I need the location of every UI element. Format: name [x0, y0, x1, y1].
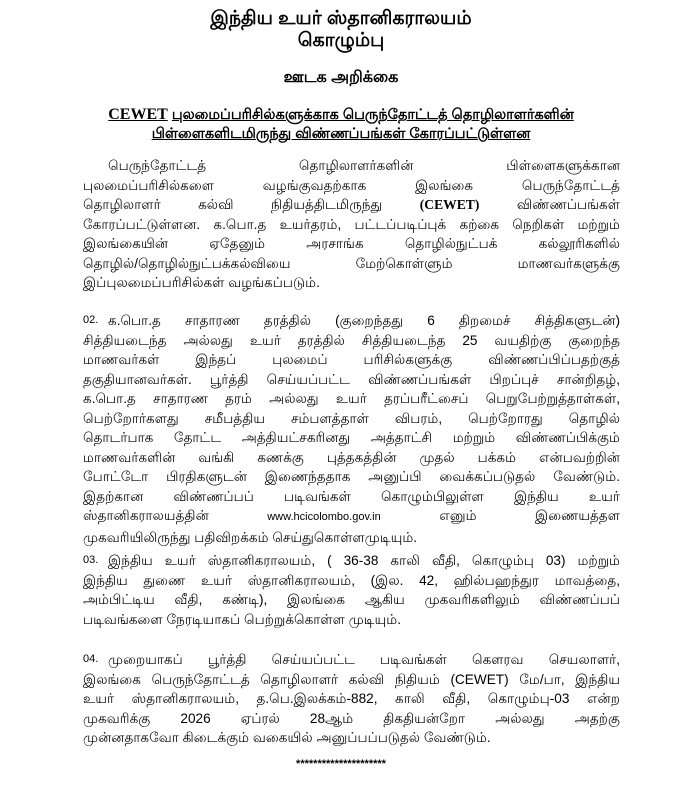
paragraph-line: தொடர்பாக தோட்ட அத்தியட்சகரினது அத்தாட்சி மற்றும் விண்ணப்பிக்கும் [83, 430, 620, 445]
paragraph-line: பெற்றோர்களது சமீபத்திய சம்பளத்தாள் விபரம், பெற்றோரது தொழில் [83, 410, 620, 426]
paragraph-line: உயர் ஸ்தானிகராலயம், த.பெ.இலக்கம்-882, காலி வீதி, கொழும்பு-03 என்ற [83, 691, 620, 706]
paragraph-line: இந்திய துணை உயர் ஸ்தானிகராலயம், (இல. 42, ஹில்பஹந்துர மாவத்தை, [83, 572, 620, 588]
paragraph-1 [83, 156, 620, 293]
subject-heading [60, 105, 622, 144]
line-text: ஸ்தானிகராலயத்தின் [83, 508, 209, 523]
paragraph-line: சித்தியடைந்த அல்லது உயர் தரத்தில் சித்தியடைந்த 25 வயதிற்கு குறைந்த [83, 332, 620, 348]
subject-prefix: CEWET [108, 106, 168, 123]
paragraph-line: கோரப்பட்டுள்ளன. க.பொ.த உயர்தரம், பட்டப்படிப்புக் கற்கை நெறிகள் மற்றும் [83, 216, 620, 232]
paragraph-line: இலங்கையின் ஏதேனும் அரசாங்க தொழில்நுட்பக் கல்லூரிகளில் [83, 236, 620, 251]
paragraph-line: மாணவர்களின் வங்கி கணக்கு புத்தகத்தின் முதல் பக்கம் என்பவற்றின் [83, 449, 620, 465]
paragraph-line: போட்டோ பிரதிகளுடன் இணைந்ததாக அனுப்பி வைக்கப்படுதல் வேண்டும். [83, 469, 620, 484]
paragraph-line: மாணவர்கள் இந்தப் புலமைப் பரிசில்களுக்கு விண்ணப்பிப்பதற்குத் [83, 352, 620, 367]
paragraph-line: முகவரியிலிருந்து பதிவிறக்கம் செய்துகொள்ளமுடியும். [83, 529, 418, 545]
paragraph-line: தொழில்/தொழில்நுட்பக்கல்வியை மேற்கொள்ளும் மாணவர்களுக்கு [83, 255, 620, 271]
paragraph-line: படிவங்களை நேரடியாகப் பெற்றுக்கொள்ள முடியும். [83, 611, 401, 627]
website-link[interactable]: www.hcicolombo.gov.in [267, 511, 381, 523]
paragraph-line: இப்புலமைப்பரிசில்கள் வழங்கப்படும். [83, 275, 320, 290]
end-separator: ********************* [296, 758, 386, 770]
paragraph-number: 04. [83, 653, 99, 665]
paragraph-line: பெருந்தோட்டத் தொழிலாளர்களின் பிள்ளைகளுக்கான [108, 158, 620, 173]
paragraph-line: இந்திய உயர் ஸ்தானிகராலயம், ( 36-38 காலி வீதி, கொழும்பு 03) மற்றும் [108, 553, 620, 568]
paragraph-line: இலங்கை பெருந்தோட்டத் தொழிலாளர் கல்வி நிதியம் (CEWET) மே/பா, இந்திய [83, 671, 620, 687]
line-text: எனும் இணையத்தள [439, 508, 621, 523]
subject-line-2: பிள்ளைகளிடமிருந்து விண்ணப்பங்கள் கோரப்பட்டுள்ளன [151, 126, 531, 142]
paragraph-line: தகுதியானவர்கள். பூர்த்தி செய்யப்பட்ட விண்ணப்பங்கள் பிறப்புச் சான்றிதழ், [83, 371, 620, 387]
paragraph-3 [83, 551, 620, 629]
paragraph-line: முகவரிக்கு 2026 ஏப்ரல் 28ஆம் திகதியன்றோ அல்லது அதற்கு [83, 710, 620, 726]
paragraph-line [83, 506, 620, 528]
paragraph-number: 03. [83, 554, 99, 566]
paragraph-line: க.பொ.த சாதாரண தரத்தில் (குறைந்தது 6 திறமைச் சித்திகளுடன்) [108, 313, 620, 328]
city-title: கொழும்பு [297, 30, 385, 51]
paragraph-number: 02. [83, 314, 99, 326]
line-text: தொழிலாளர் கல்வி நிதியத்திடமிருந்து [83, 197, 383, 212]
paragraph-line: க.பொ.த சாதாரண தரம் அல்லது உயர் தரப்பரீட்சைப் பெறுபேற்றுத்தாள்கள், [83, 391, 620, 406]
paragraph-line: முன்னதாகவோ கிடைக்கும் வகையில் அனுப்பப்படுதல் வேண்டும். [83, 730, 491, 745]
paragraph-line: முறையாகப் பூர்த்தி செய்யப்பட்ட படிவங்கள் கௌரவ செயலாளர், [108, 652, 620, 667]
document-type: ஊடக அறிக்கை [283, 69, 399, 86]
paragraph-line [83, 195, 620, 215]
office-title: இந்திய உயர் ஸ்தானிகராலயம் [210, 8, 472, 29]
paragraph-line: இதற்கான விண்ணப்பப் படிவங்கள் கொழும்பிலுள்ள இந்திய உயர் [83, 488, 620, 504]
paragraph-line: புலமைப்பரிசில்களை வழங்குவதற்காக இலங்கை பெருந்தோட்டத் [83, 177, 620, 193]
paragraph-line: அம்பிட்டிய வீதி, கண்டி), இலங்கை ஆகிய முகவரிகளிலும் விண்ணப்பப் [83, 592, 620, 607]
line-text: விண்ணப்பங்கள் [516, 197, 620, 212]
paragraph-4 [83, 650, 620, 748]
subject-line-1: புலமைப்பரிசில்களுக்காக பெருந்தோட்டத் தொழிலாளர்களின் [171, 107, 574, 123]
cewet-term: (CEWET) [419, 197, 480, 212]
paragraph-2 [83, 311, 620, 547]
